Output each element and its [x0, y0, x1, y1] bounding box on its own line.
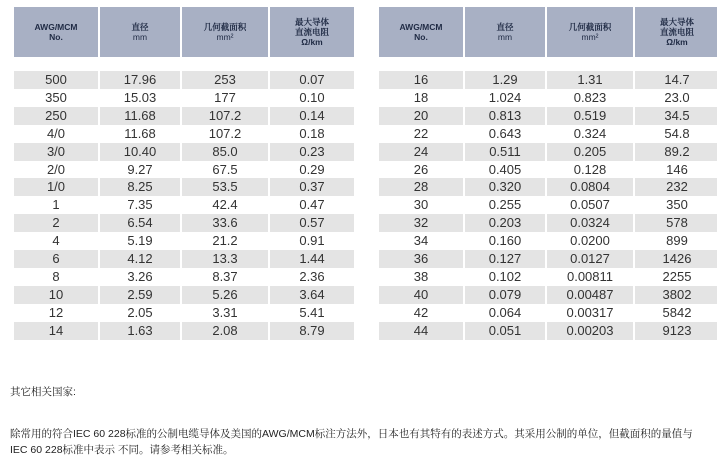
- table-cell: 8: [14, 268, 98, 286]
- table-cell: 16: [379, 71, 463, 89]
- table-row: [14, 89, 354, 107]
- table-cell: 33.6: [182, 214, 268, 232]
- table-cell: 2/0: [14, 161, 98, 179]
- table-cell: 578: [635, 214, 717, 232]
- table-cell: 1.44: [270, 250, 354, 268]
- table-cell: 0.0324: [547, 214, 633, 232]
- table-cell: 3.26: [100, 268, 180, 286]
- table-cell: 20: [379, 107, 463, 125]
- table-cell: 14: [14, 322, 98, 340]
- table-cell: 1.31: [547, 71, 633, 89]
- table-cell: 0.051: [465, 322, 545, 340]
- table-cell: 0.519: [547, 107, 633, 125]
- table-cell: 5.41: [270, 304, 354, 322]
- table-cell: 14.7: [635, 71, 717, 89]
- table-cell: 40: [379, 286, 463, 304]
- table-row: [14, 107, 354, 125]
- table-cell: 0.127: [465, 250, 545, 268]
- table-cell: 0.160: [465, 232, 545, 250]
- table-cell: 42: [379, 304, 463, 322]
- table-cell: 3802: [635, 286, 717, 304]
- table-cell: 2: [14, 214, 98, 232]
- header-row: [14, 7, 354, 57]
- table-cell: 15.03: [100, 89, 180, 107]
- table-cell: 67.5: [182, 161, 268, 179]
- table-cell: 0.37: [270, 178, 354, 196]
- table-cell: 11.68: [100, 107, 180, 125]
- table-cell: 0.203: [465, 214, 545, 232]
- table-cell: 0.23: [270, 143, 354, 161]
- table-cell: 0.00203: [547, 322, 633, 340]
- table-row: [379, 89, 717, 107]
- table-cell: 23.0: [635, 89, 717, 107]
- table-cell: 2.05: [100, 304, 180, 322]
- table-row: [14, 250, 354, 268]
- table-cell: 350: [14, 89, 98, 107]
- table-row: [379, 71, 717, 89]
- header-cross-section: 几何截面积 mm²: [547, 7, 633, 57]
- header-resistance: 最大导体 直流电阻 Ω/km: [270, 7, 354, 57]
- table-cell: 0.064: [465, 304, 545, 322]
- table-cell: 0.405: [465, 161, 545, 179]
- table-cell: 5842: [635, 304, 717, 322]
- table-cell: 0.128: [547, 161, 633, 179]
- table-cell: 0.823: [547, 89, 633, 107]
- table-cell: 0.00487: [547, 286, 633, 304]
- table-cell: 107.2: [182, 125, 268, 143]
- awg-table-right: [377, 7, 717, 340]
- table-cell: 26: [379, 161, 463, 179]
- table-cell: 4: [14, 232, 98, 250]
- table-cell: 17.96: [100, 71, 180, 89]
- table-cell: 232: [635, 178, 717, 196]
- table-cell: 1/0: [14, 178, 98, 196]
- table-cell: 1: [14, 196, 98, 214]
- table-cell: 0.643: [465, 125, 545, 143]
- table-cell: 3.64: [270, 286, 354, 304]
- table-cell: 1426: [635, 250, 717, 268]
- table-cell: 32: [379, 214, 463, 232]
- table-cell: 24: [379, 143, 463, 161]
- table-cell: 85.0: [182, 143, 268, 161]
- table-cell: 0.00811: [547, 268, 633, 286]
- table-cell: 89.2: [635, 143, 717, 161]
- table-cell: 0.07: [270, 71, 354, 89]
- table-cell: 6.54: [100, 214, 180, 232]
- table-cell: 0.102: [465, 268, 545, 286]
- table-row: [379, 143, 717, 161]
- table-row: [379, 161, 717, 179]
- table-cell: 899: [635, 232, 717, 250]
- table-cell: 12: [14, 304, 98, 322]
- table-cell: 0.0127: [547, 250, 633, 268]
- table-cell: 0.205: [547, 143, 633, 161]
- table-cell: 0.0507: [547, 196, 633, 214]
- table-cell: 0.14: [270, 107, 354, 125]
- table-cell: 0.0804: [547, 178, 633, 196]
- table-cell: 1.29: [465, 71, 545, 89]
- table-cell: 42.4: [182, 196, 268, 214]
- table-cell: 9.27: [100, 161, 180, 179]
- table-cell: 2.08: [182, 322, 268, 340]
- header-awg: AWG/MCM No.: [379, 7, 463, 57]
- table-cell: 250: [14, 107, 98, 125]
- table-cell: 5.19: [100, 232, 180, 250]
- table-cell: 0.255: [465, 196, 545, 214]
- table-cell: 6: [14, 250, 98, 268]
- table-cell: 4.12: [100, 250, 180, 268]
- table-cell: 0.00317: [547, 304, 633, 322]
- table-row: [14, 286, 354, 304]
- table-row: [379, 304, 717, 322]
- table-cell: 0.813: [465, 107, 545, 125]
- table-cell: 7.35: [100, 196, 180, 214]
- table-row: [14, 304, 354, 322]
- table-cell: 3/0: [14, 143, 98, 161]
- table-cell: 30: [379, 196, 463, 214]
- table-row: [14, 196, 354, 214]
- table-row: [14, 214, 354, 232]
- table-cell: 54.8: [635, 125, 717, 143]
- table-cell: 10.40: [100, 143, 180, 161]
- table-cell: 34.5: [635, 107, 717, 125]
- table-cell: 2255: [635, 268, 717, 286]
- table-cell: 8.25: [100, 178, 180, 196]
- awg-table-left: [12, 7, 356, 340]
- table-cell: 177: [182, 89, 268, 107]
- table-cell: 53.5: [182, 178, 268, 196]
- table-cell: 22: [379, 125, 463, 143]
- table-cell: 0.29: [270, 161, 354, 179]
- table-cell: 10: [14, 286, 98, 304]
- table-cell: 0.511: [465, 143, 545, 161]
- table-cell: 0.324: [547, 125, 633, 143]
- table-cell: 350: [635, 196, 717, 214]
- notes-heading: 其它相关国家:: [10, 386, 76, 398]
- table-cell: 0.18: [270, 125, 354, 143]
- table-cell: 1.63: [100, 322, 180, 340]
- table-cell: 253: [182, 71, 268, 89]
- table-row: [14, 161, 354, 179]
- table-cell: 0.47: [270, 196, 354, 214]
- table-row: [14, 178, 354, 196]
- header-resistance: 最大导体 直流电阻 Ω/km: [635, 7, 717, 57]
- table-cell: 5.26: [182, 286, 268, 304]
- table-cell: 28: [379, 178, 463, 196]
- table-cell: 2.36: [270, 268, 354, 286]
- table-cell: 11.68: [100, 125, 180, 143]
- table-cell: 18: [379, 89, 463, 107]
- table-body: [14, 71, 354, 340]
- table-cell: 0.91: [270, 232, 354, 250]
- table-row: [379, 268, 717, 286]
- table-cell: 1.024: [465, 89, 545, 107]
- table-row: [379, 286, 717, 304]
- notes-body: 除常用的符合IEC 60 228标准的公制电缆导体及美国的AWG/MCM标注方法外，日本也有其特有的表述方式。其采用公制的单位，但截面积的量值与IEC 60 228标准中表示 不同。请参考相关标准。: [10, 428, 693, 456]
- table-cell: 21.2: [182, 232, 268, 250]
- table-row: [14, 268, 354, 286]
- table-cell: 107.2: [182, 107, 268, 125]
- table-cell: 146: [635, 161, 717, 179]
- table-cell: 0.0200: [547, 232, 633, 250]
- table-cell: 0.10: [270, 89, 354, 107]
- table-row: [14, 322, 354, 340]
- header-cross-section: 几何截面积 mm²: [182, 7, 268, 57]
- table-cell: 0.079: [465, 286, 545, 304]
- table-row: [379, 107, 717, 125]
- table-cell: 3.31: [182, 304, 268, 322]
- table-cell: 9123: [635, 322, 717, 340]
- table-cell: 38: [379, 268, 463, 286]
- header-awg: AWG/MCM No.: [14, 7, 98, 57]
- header-diameter: 直径 mm: [100, 7, 180, 57]
- table-cell: 13.3: [182, 250, 268, 268]
- table-cell: 500: [14, 71, 98, 89]
- table-row: [379, 196, 717, 214]
- table-cell: 36: [379, 250, 463, 268]
- table-row: [14, 71, 354, 89]
- table-row: [379, 214, 717, 232]
- header-diameter: 直径 mm: [465, 7, 545, 57]
- table-row: [379, 125, 717, 143]
- table-row: [379, 322, 717, 340]
- table-row: [379, 250, 717, 268]
- table-cell: 2.59: [100, 286, 180, 304]
- table-body: [379, 71, 717, 340]
- table-cell: 4/0: [14, 125, 98, 143]
- table-cell: 0.320: [465, 178, 545, 196]
- table-row: [14, 125, 354, 143]
- table-row: [379, 232, 717, 250]
- table-cell: 44: [379, 322, 463, 340]
- table-cell: 34: [379, 232, 463, 250]
- table-row: [14, 143, 354, 161]
- table-cell: 8.37: [182, 268, 268, 286]
- table-cell: 0.57: [270, 214, 354, 232]
- header-row: [379, 7, 717, 57]
- table-cell: 8.79: [270, 322, 354, 340]
- table-row: [379, 178, 717, 196]
- table-row: [14, 232, 354, 250]
